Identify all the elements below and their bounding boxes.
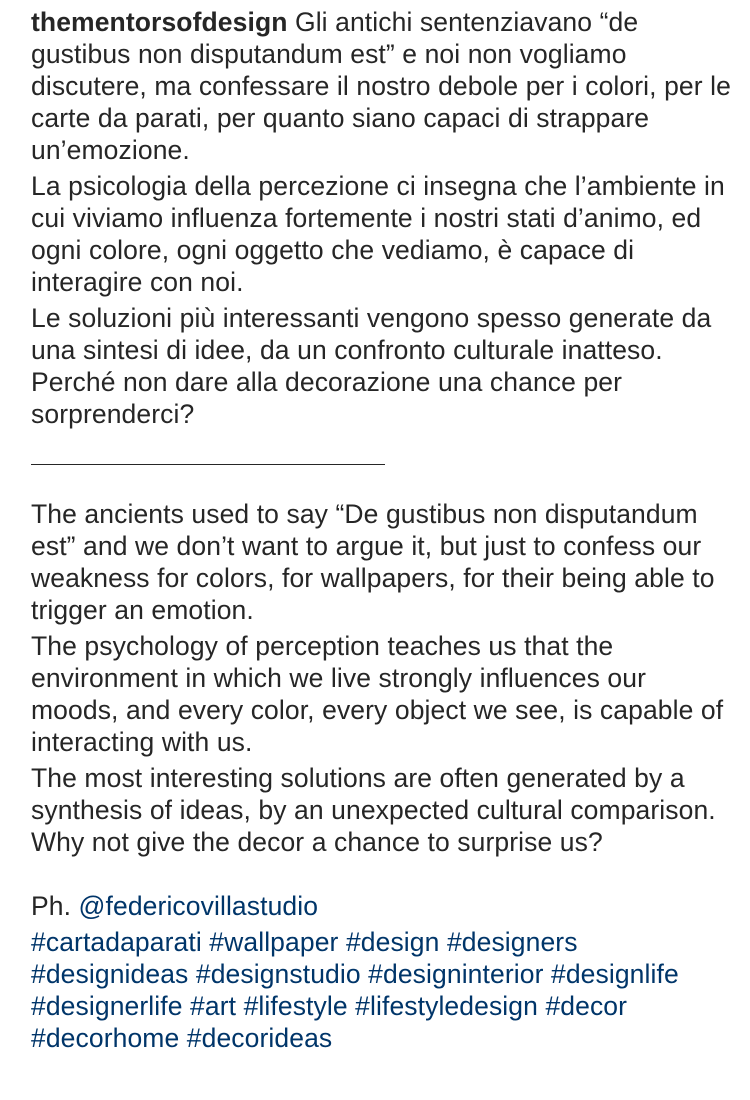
hashtag-link[interactable]: #designers [446,927,578,957]
hashtag-link[interactable]: #designstudio [195,959,361,989]
caption-paragraph-it-2: La psicologia della percezione ci insegna che l’ambiente in cui viviamo influenza fortemente i nostri stati d’animo, ed ogni colore, ogni oggetto che vediamo, è capace di interagire con noi. [31,171,725,297]
blank-line [31,862,731,890]
post-caption [31,6,731,1054]
blank-line [31,466,731,498]
hashtag-link[interactable]: #designinterior [368,959,544,989]
mention-link[interactable]: @federicovillastudio [78,891,319,921]
hashtag-list [31,926,731,1054]
username-link[interactable]: thementorsofdesign [31,7,288,37]
caption-paragraph-en-3: The most interesting solutions are often generated by a synthesis of ideas, by an unexpected cultural comparison. Why not give the decor a chance to surprise us? [31,763,716,857]
caption-paragraph-it-1 [31,6,731,166]
hashtag-link[interactable]: #decorideas [186,1023,333,1053]
caption-paragraph-en-2: The psychology of perception teaches us that the environment in which we live strongly influences our moods, and every color, every object we see, is capable of interacting with us. [31,631,724,757]
hashtag-link[interactable]: #designlife [550,959,679,989]
caption-text-it-1: Gli antichi sentenziavano “de gustibus non disputandum est” e noi non vogliamo discutere, ma confessare il nostro debole per i colori, per le carte da parati, per quanto siano capaci di strappare un’emozione. [31,7,731,165]
hashtag-link[interactable]: #cartadaparati [31,927,202,957]
hashtag-link[interactable]: #art [190,991,237,1021]
hashtag-link[interactable]: #designerlife [31,991,183,1021]
hashtag-link[interactable]: #decorhome [31,1023,180,1053]
caption-paragraph-it-3: Le soluzioni più interessanti vengono spesso generate da una sintesi di idee, da un confronto culturale inatteso. Perché non dare alla decorazione una chance per sorprenderci? [31,303,712,429]
caption-paragraph-en-1: The ancients used to say “De gustibus non disputandum est” and we don’t want to argue it, but just to confess our weakness for colors, for wallpapers, for their being able to trigger an emotion. [31,499,715,625]
language-divider [31,434,731,466]
hashtag-link[interactable]: #design [345,927,440,957]
divider-line [31,464,385,465]
credit-prefix: Ph. [31,891,72,921]
photo-credit [31,890,731,922]
hashtag-link[interactable]: #lifestyledesign [355,991,538,1021]
hashtag-link[interactable]: #wallpaper [209,927,339,957]
hashtag-link[interactable]: #decor [545,991,628,1021]
hashtag-link[interactable]: #lifestyle [243,991,348,1021]
hashtag-link[interactable]: #designideas [31,959,189,989]
